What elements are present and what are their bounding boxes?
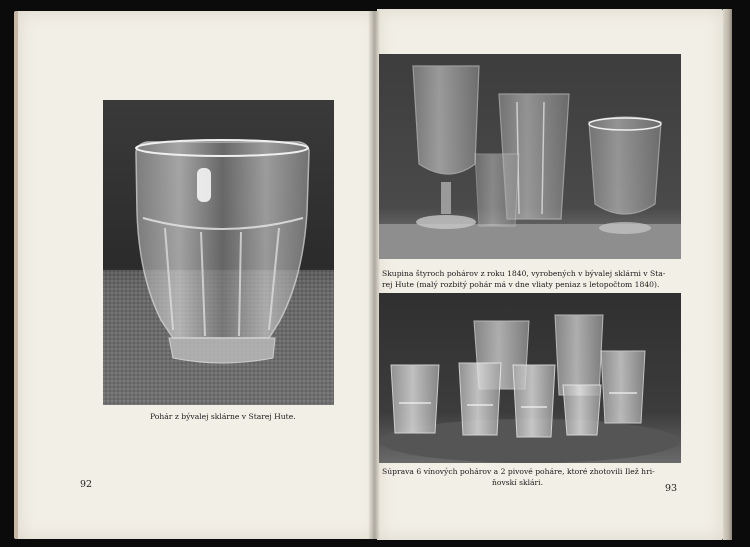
bottom-caption-line-2: ňovskí sklári. bbox=[492, 477, 544, 487]
glass-set-photo bbox=[379, 293, 681, 463]
top-photo-caption bbox=[382, 269, 682, 290]
top-caption-line-2: rej Hute (malý rozbitý pohár má v dne vliaty peniaz s letopočtom 1840). bbox=[382, 279, 660, 289]
bottom-caption-line-1: Súprava 6 vínových pohárov a 2 pivové poháre, ktoré zhotovili Ilež hri- bbox=[382, 467, 655, 476]
page-stack-edge bbox=[723, 9, 732, 540]
four-goblets-photo bbox=[379, 54, 681, 259]
bottom-photo-caption bbox=[382, 467, 682, 488]
top-caption-line-1: Skupina štyroch pohárov z roku 1840, vyrobených v bývalej sklárni v Sta- bbox=[382, 269, 666, 278]
single-glass-goblet-photo bbox=[103, 100, 334, 405]
left-photo-caption: Pohár z bývalej sklárne v Starej Hute. bbox=[150, 412, 296, 421]
page-number-right: 93 bbox=[665, 483, 678, 494]
page-number-left: 92 bbox=[80, 479, 93, 490]
